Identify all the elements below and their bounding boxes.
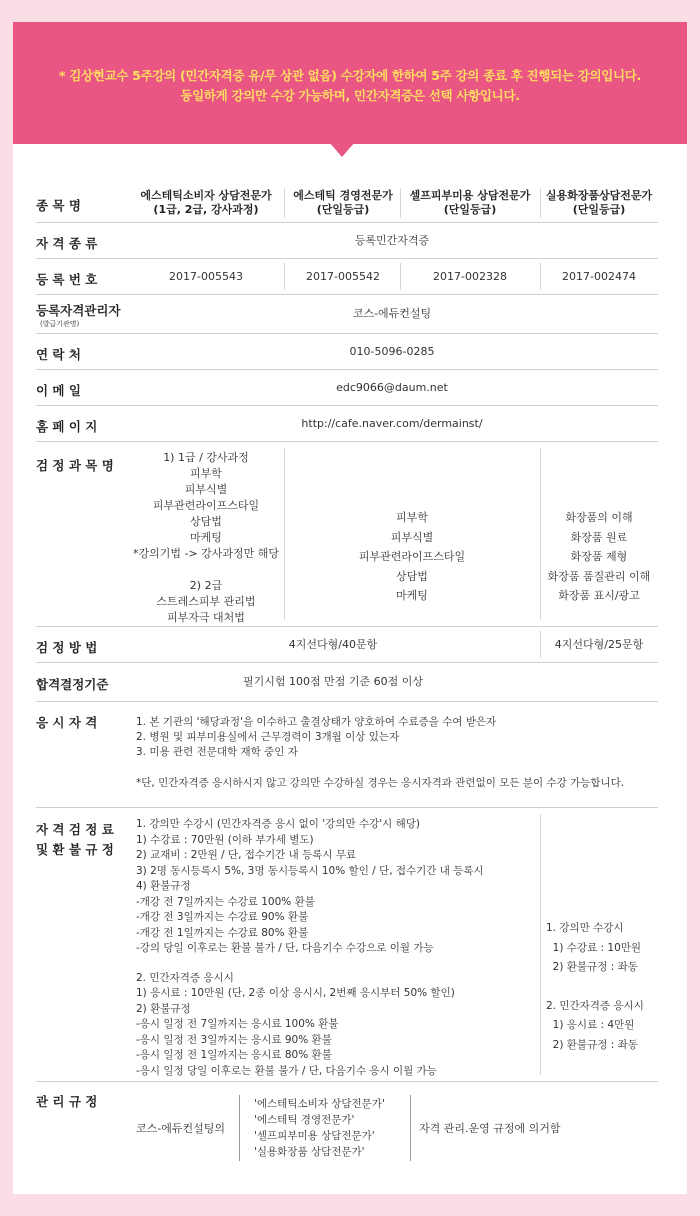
label-fees-2: 및 환 불 규 정: [36, 842, 114, 857]
label-rules: 관 리 규 정: [36, 1094, 98, 1109]
fees-side-text: 1. 강의만 수강시 1) 수강료 : 10만원 2) 환불규정 : 좌동 2. 민간자격증 응시시 1) 응시료 : 4만원 2) 환불규정 : 좌동: [546, 922, 644, 1051]
label-pass: 합격결정기준: [36, 677, 109, 692]
label-reg-no: 등 록 번 호: [36, 272, 98, 287]
eligibility-text: 1. 본 기관의 '해당과정'을 이수하고 출결상태가 양호하여 수료증을 수여 받은자 2. 병원 및 피부미용실에서 근무경력이 3개월 이상 있는자 3. 미용 관련 전문대학 재학 중인 자 *단, 민간자격증 응시하시지 않고 강의만 수강하실 경우는 응시자격과 관련없이 모든 분이 수강 가능합니다.: [136, 716, 625, 789]
label-subjects: 검 정 과 목 명: [36, 458, 114, 473]
banner-pointer: [329, 142, 355, 157]
label-eligibility: 응 시 자 격: [36, 715, 98, 730]
row-subjects: [36, 442, 658, 627]
row-eligibility: [36, 702, 658, 808]
header-col-1: 에스테틱소비자 상담전문가 (1급, 2급, 강사과정): [140, 189, 272, 216]
reg-no-1: 2017-005543: [169, 270, 243, 283]
row-pass: [36, 663, 658, 702]
notice-line-2: 동일하게 강의만 수강 가능하며, 민간자격증은 선택 사항입니다.: [180, 88, 520, 103]
label-manager: 등록자격관리자: [36, 303, 121, 318]
contact-value: 010-5096-0285: [349, 345, 435, 358]
rules-items: '에스테틱소비자 상담전문가' '에스테틱 경영전문가' '셀프피부미용 상담전문가' '실용화장품 상담전문가': [254, 1098, 385, 1158]
method-main: 4지선다형/40문항: [288, 638, 378, 651]
header-col-3: 셀프피부미용 상담전문가 (단일등급): [409, 189, 531, 216]
notice-line-1: * 김상현교수 5주강의 (민간자격증 유/무 상관 없음) 수강자에 한하여 5주 강의 종료 후 진행되는 강의입니다.: [58, 68, 642, 83]
rules-suffix: 자격 관리.운영 규정에 의거함: [419, 1122, 561, 1135]
row-manager: [36, 295, 658, 334]
info-card: [13, 22, 687, 1194]
manager-value: 코스-에듀컨설팅: [352, 307, 432, 320]
label-email: 이 메 일: [36, 383, 81, 398]
row-type: [36, 223, 658, 259]
email-value: edc9066@daum.net: [336, 381, 448, 394]
method-col-4: 4지선다형/25문항: [554, 638, 644, 651]
label-manager-sub: (발급기관명): [40, 320, 80, 328]
type-value: 등록민간자격증: [354, 234, 430, 247]
label-name: 종 목 명: [36, 198, 81, 213]
row-email: [36, 370, 658, 406]
reg-no-4: 2017-002474: [562, 270, 636, 283]
subjects-col-2-3: 피부학 피부식별 피부관련라이프스타일 상담법 마케팅: [358, 511, 466, 602]
pass-value: 필기시험 100점 만점 기준 60점 이상: [243, 675, 423, 688]
row-contact: [36, 334, 658, 370]
label-homepage: 홈 페 이 지: [36, 419, 98, 434]
subjects-col-1: 1) 1급 / 강사과정 피부학 피부식별 피부관련라이프스타일 상담법 마케팅 *강의기법 -> 강사과정만 해당 2) 2급 스트레스피부 관리법 피부자극 대처법: [132, 451, 280, 624]
row-fees: [36, 808, 658, 1082]
row-rules: [36, 1082, 658, 1194]
label-fees-1: 자 격 검 정 료: [36, 822, 114, 837]
homepage-value: http://cafe.naver.com/dermainst/: [301, 417, 483, 430]
fees-main-text: 1. 강의만 수강시 (민간자격증 응시 없이 '강의만 수강'시 해당) 1) 수강료 : 70만원 (이하 부가세 별도) 2) 교재비 : 2만원 / 단, 접수기간 내 등록시 무료 3) 2명 동시등록시 5%, 3명 동시등록시 10% 할인 / 단, 접수기간 내 등록시 4) 환불규정 -개강 전 7일까지는 수강료 100% 환불 -개강 전 3일까지는 수강료 90% 환불 -개강 전 1일까지는 수강료 80% 환불 -강의 당일 이후로는 환불 불가 / 단, 다음기수 수강으로 이월 가능 2. 민간자격증 응시시 1) 응시료 : 10만원 (단, 2종 이상 응시시, 2번째 응시부터 50% 할인) 2) 환불규정 -응시 일정 전 7일까지는 응시료 100% 환불 -응시 일정 전 3일까지는 응시료 90% 환불 -응시 일정 전 1일까지는 응시료 80% 환불 -응시 일정 당일 이후로는 환불 불가 / 단, 다음기수 응시 이월 가능: [136, 818, 484, 1077]
header-col-2: 에스테틱 경영전문가 (단일등급): [293, 189, 393, 216]
label-type: 자 격 종 류: [36, 236, 98, 251]
header-col-4: 실용화장품상담전문가 (단일등급): [545, 189, 653, 216]
label-contact: 연 락 처: [36, 347, 81, 362]
notice-banner: [13, 22, 687, 144]
row-homepage: [36, 406, 658, 442]
rules-prefix: 코스-에듀컨설팅의: [136, 1122, 225, 1135]
label-method: 검 정 방 법: [36, 640, 98, 655]
row-reg-no: [36, 259, 658, 295]
reg-no-3: 2017-002328: [433, 270, 507, 283]
reg-no-2: 2017-005542: [306, 270, 380, 283]
row-name: [36, 184, 658, 223]
subjects-col-4: 화장품의 이해 화장품 원료 화장품 제형 화장품 품질관리 이해 화장품 표시/광고: [547, 511, 651, 602]
row-method: [36, 627, 658, 663]
